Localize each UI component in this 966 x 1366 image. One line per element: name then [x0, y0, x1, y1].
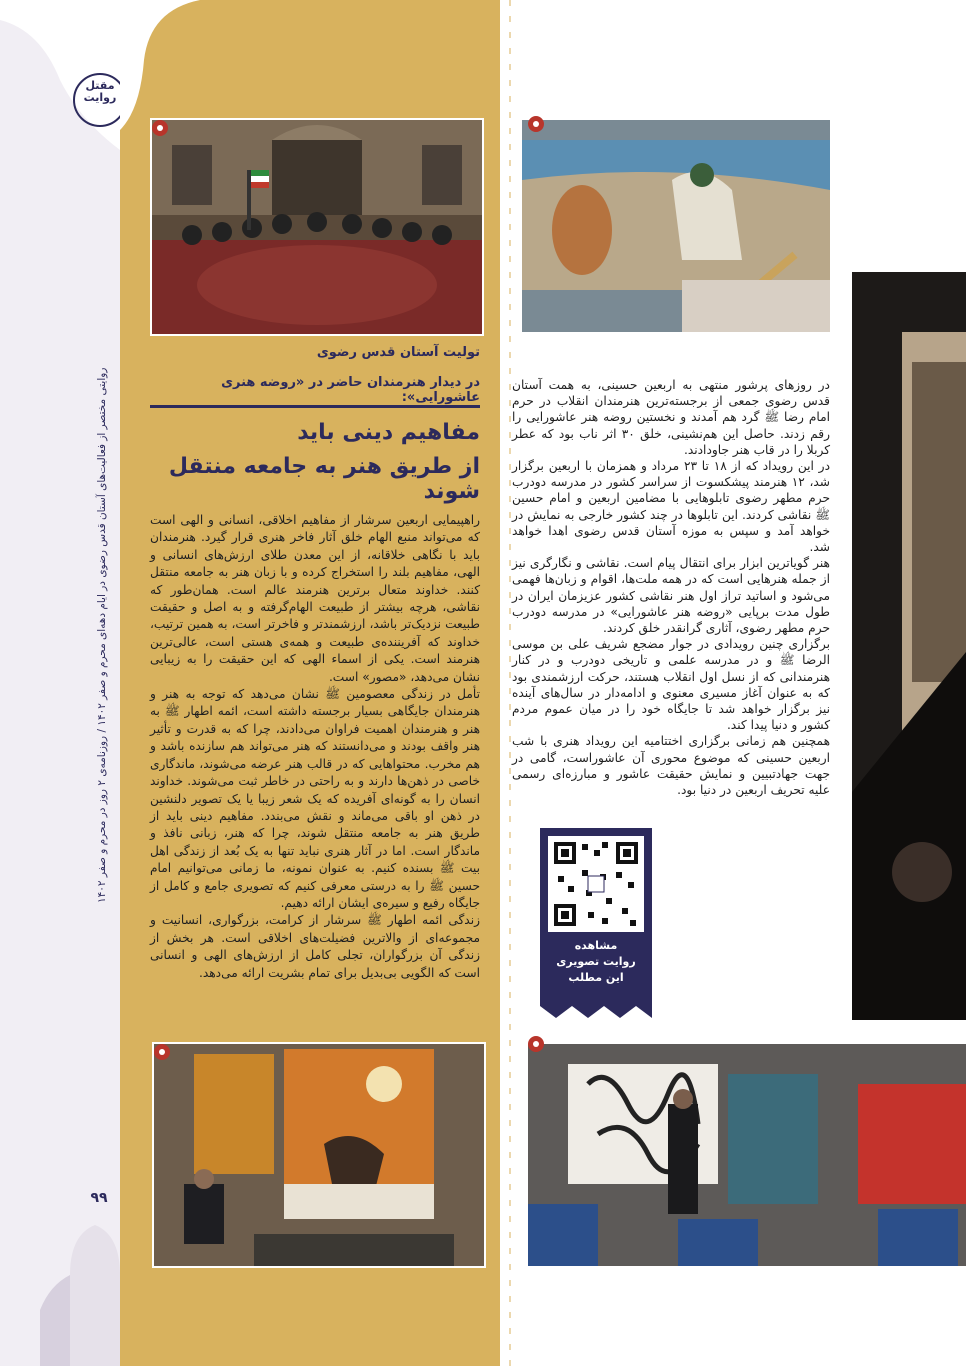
painting-session-photo	[152, 1042, 486, 1268]
flower-icon	[526, 1034, 546, 1054]
body-paragraph: در روزهای پرشور منتهی به اربعین حسینی، به همت آستان قدس رضوی جمعی از برجسته‌ترین هنرمندان انقلاب در حرم امام رضا ﷺ گرد هم آمدند و نخستین روضه هنر عاشورایی را رقم زدند. حاصل این هم‌نشینی، خلق ۳۰ اثر ناب بود که عطر کربلا را در قاب هنر جاودادند.	[512, 378, 830, 457]
calligraphy-session-photo	[526, 1042, 966, 1268]
running-header-text: روایتی مختصر از فعالیت‌های آستان قدس رضوی در ایام دهه‌ای محرم و صفر ۱۴۰۲ / روزنامه‌ی ۲ روز در محرم و صفر ۱۴۰۲	[96, 367, 108, 903]
bottom-ornament	[40, 1215, 120, 1366]
pre-title: تولیت آستان قدس رضوی	[316, 345, 480, 360]
painting-illustration	[154, 1044, 484, 1266]
body-paragraph: تأمل در زندگی معصومین ﷺ نشان می‌دهد که توجه به هنر و هنرمندان جایگاهی بسیار برجسته داشته است، ائمه اطهار ﷺ به هنر و هنرمندان اهمیت فراوان می‌دادند، چرا که به قدرت و تأثیر هنر واقف بودند و می‌دانستند که هنر می‌تواند هم سازنده باشد و هم مخرب. محتواهایی که در قالب هنر عرضه می‌شوند، ماندگاری خاصی در ذهن‌ها دارند و به راحتی در خاطر ثبت می‌شوند. خداوند انسان را به گونه‌ای آفریده که یک شعر زیبا یا یک تصویر دلنشین در ذهن او باقی می‌ماند و نقش می‌بندد. مفاهیم دینی باید از طریق هنر به جامعه منتقل شوند، چرا که هنر، زبانی نافذ و ماندگار است. اما در آثار هنری نباید تنها به یک بُعد از زندگی اهل بیت ﷺ بسنده کنیم. به عنوان نمونه، ما زمانی می‌توانیم امام حسین ﷺ را به درستی معرفی کنیم که تصویری جامع و کامل از جایگاه رفیع و سیره‌ی ایشان ارائه دهیم.	[150, 687, 480, 910]
body-paragraph: زندگی ائمه اطهار ﷺ سرشار از کرامت، بزرگواری، انسانیت و مجموعه‌ای از والاترین فضیلت‌های اخلاقی است. هر بخش از زندگی آن بزرگواران، تجلی کامل از ارزش‌های الهی و انسانی است که الگویی بی‌بدیل برای تمام بشریت ارائه می‌دهد.	[150, 913, 480, 980]
qr-caption-line: مشاهده	[574, 939, 618, 952]
qr-code-badge[interactable]	[540, 828, 652, 1038]
logo-text: مقتل روایت	[83, 79, 117, 104]
header-ornament	[0, 0, 120, 150]
qr-caption	[548, 938, 644, 986]
page-number: ۹۹	[90, 1190, 108, 1206]
meeting-illustration	[152, 120, 482, 334]
headline-2: از طریق هنر به جامعه منتقل شوند	[168, 454, 480, 504]
painter-photo	[520, 118, 832, 334]
headline: مفاهیم دینی باید	[297, 420, 480, 445]
pre-title-2: در دیدار هنرمندان حاضر در «روضه هنری عاشورایی»:	[221, 375, 480, 405]
left-body-text	[150, 512, 480, 982]
flower-icon	[526, 114, 546, 134]
flower-icon	[152, 1042, 172, 1062]
qr-caption-line: این مطلب	[568, 971, 624, 984]
dark-hall-illustration	[852, 272, 966, 1020]
flower-icon	[150, 118, 170, 138]
body-paragraph: هنر گویاترین ابزار برای انتقال پیام است. نقاشی و نگارگری نیز از جمله هنرهایی است که در همه ملت‌ها، اقوام و زبان‌ها فهمی می‌شود و اساتید تراز اول هنر نقاشی کشور عزیزمان ایران در طول مدت برپایی «روضه هنر عاشورایی» در مدرسه دودرب حرم مطهر رضوی، آثاری گرانقدر خلق کردند.	[512, 556, 830, 636]
meeting-photo	[150, 118, 484, 336]
body-paragraph: برگزاری چنین رویدادی در جوار مضجع شریف علی بن موسی الرضا ﷺ و در مدرسه علمی و تاریخی دودرب و در کنار هنرمندانی که از نسل اول انقلاب هستند، حرکت ارزشمندی بود که به عنوان آغاز مسیری معنوی و ادامه‌دار در سال‌های آینده نیز برگزار خواهد شد تا جایگاه خود را در میان عموم مردم کشور و دنیا پیدا کند.	[512, 637, 830, 733]
painter-illustration	[522, 120, 830, 332]
dark-hall-photo	[852, 272, 966, 1020]
right-body-text	[512, 377, 830, 798]
calligraphy-illustration	[528, 1044, 966, 1266]
running-header	[86, 150, 108, 1120]
qr-caption-line: روایت تصویری	[556, 955, 636, 968]
body-paragraph: همچنین هم زمانی برگزاری اختتامیه این رویداد هنری با شب اربعین حسینی که موضوع محوری آن عاشوراست، گامی در جهت جهادتبیین و نمایش حقیقت عاشور و مبارزه‌ای رسمی علیه تحریف اربعین در دنیا بود.	[512, 734, 830, 798]
title-divider	[150, 405, 480, 408]
body-paragraph: راهپیمایی اربعین سرشار از مفاهیم اخلاقی، انسانی و الهی است که می‌تواند منبع الهام خلق آثار فاخر هنری قرار گیرد. هنرمندان باید با نگاهی خلاقانه، از این معدن طلای ارزش‌های انسانی و الهی، مفاهیم بلند را استخراج کرده و با زبان هنر به جامعه منتقل کنند. خداوند متعال برترین هنرمند عالم است. همان‌طور که نقاشی، هرچه بیشتر از طبیعت الهام‌گرفته و به اصل و حقیقت طبیعت نزدیک‌تر باشد، ارزشمندتر و فاخرتر است، به همین ترتیب، خداوند که آفریننده‌ی طبیعت و همه‌ی هستی است، عالی‌ترین هنرمند است. یکی از اسماء الهی که این حقیقت را به زیبایی نشان می‌دهد، «مصور» است.	[150, 513, 480, 684]
body-paragraph: در این رویداد که از ۱۸ تا ۲۳ مرداد و همزمان با اربعین برگزار شد، ۱۲ هنرمند پیشکسوت از سراسر کشور در مدرسه دودرب حرم مطهر رضوی تابلوهایی با مضامین اربعین و امام حسین ﷺ نقاشی کردند. این تابلوها در چند کشور خارجی به نمایش در خواهد آمد و سپس به موزه آستان قدس رضوی اهدا خواهد شد.	[512, 459, 830, 555]
